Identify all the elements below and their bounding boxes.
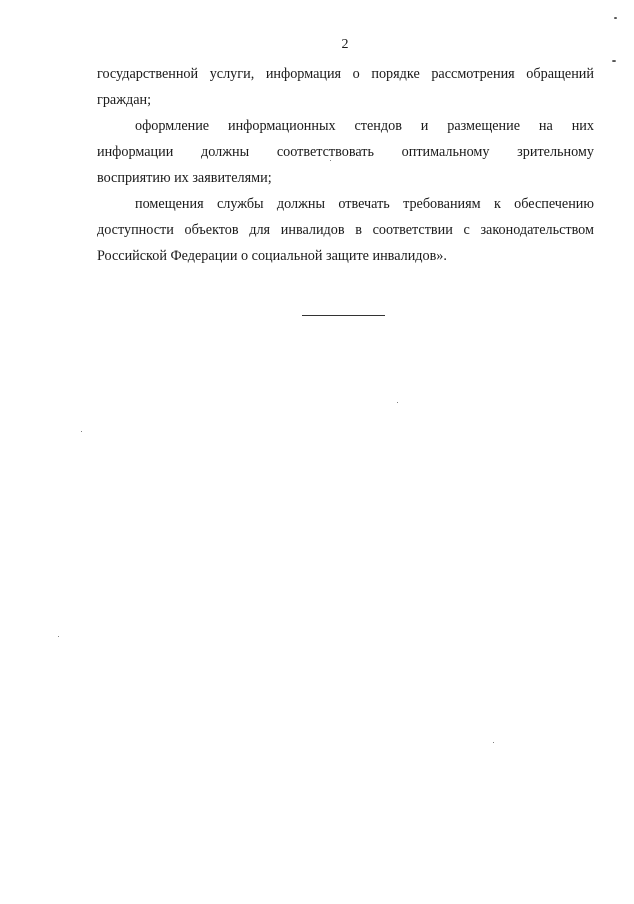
scan-speck — [397, 402, 398, 403]
text-line: государственной услуги, информация о порядке рассмотрения обращений — [97, 66, 594, 82]
text-line: доступности объектов для инвалидов в соответствии с законодательством — [97, 222, 594, 238]
paragraph-accessibility — [97, 191, 594, 269]
paragraph-continuation — [97, 61, 594, 113]
closing-rule — [302, 315, 385, 316]
scan-speck — [58, 636, 59, 637]
text-line: граждан; — [97, 92, 152, 108]
paragraph-info-stands — [97, 113, 594, 191]
scan-speck — [614, 17, 617, 19]
scan-speck — [330, 160, 331, 161]
text-line: восприятию их заявителями; — [97, 170, 272, 186]
scan-speck — [81, 431, 82, 432]
scan-speck — [612, 60, 616, 62]
text-line: Российской Федерации о социальной защите инвалидов». — [97, 248, 447, 264]
text-line: оформление информационных стендов и размещение на них — [135, 118, 594, 134]
text-line: помещения службы должны отвечать требованиям к обеспечению — [135, 196, 594, 212]
text-line: информации должны соответствовать оптимальному зрительному — [97, 144, 594, 160]
scan-speck — [493, 742, 494, 743]
page-number: 2 — [341, 37, 349, 52]
